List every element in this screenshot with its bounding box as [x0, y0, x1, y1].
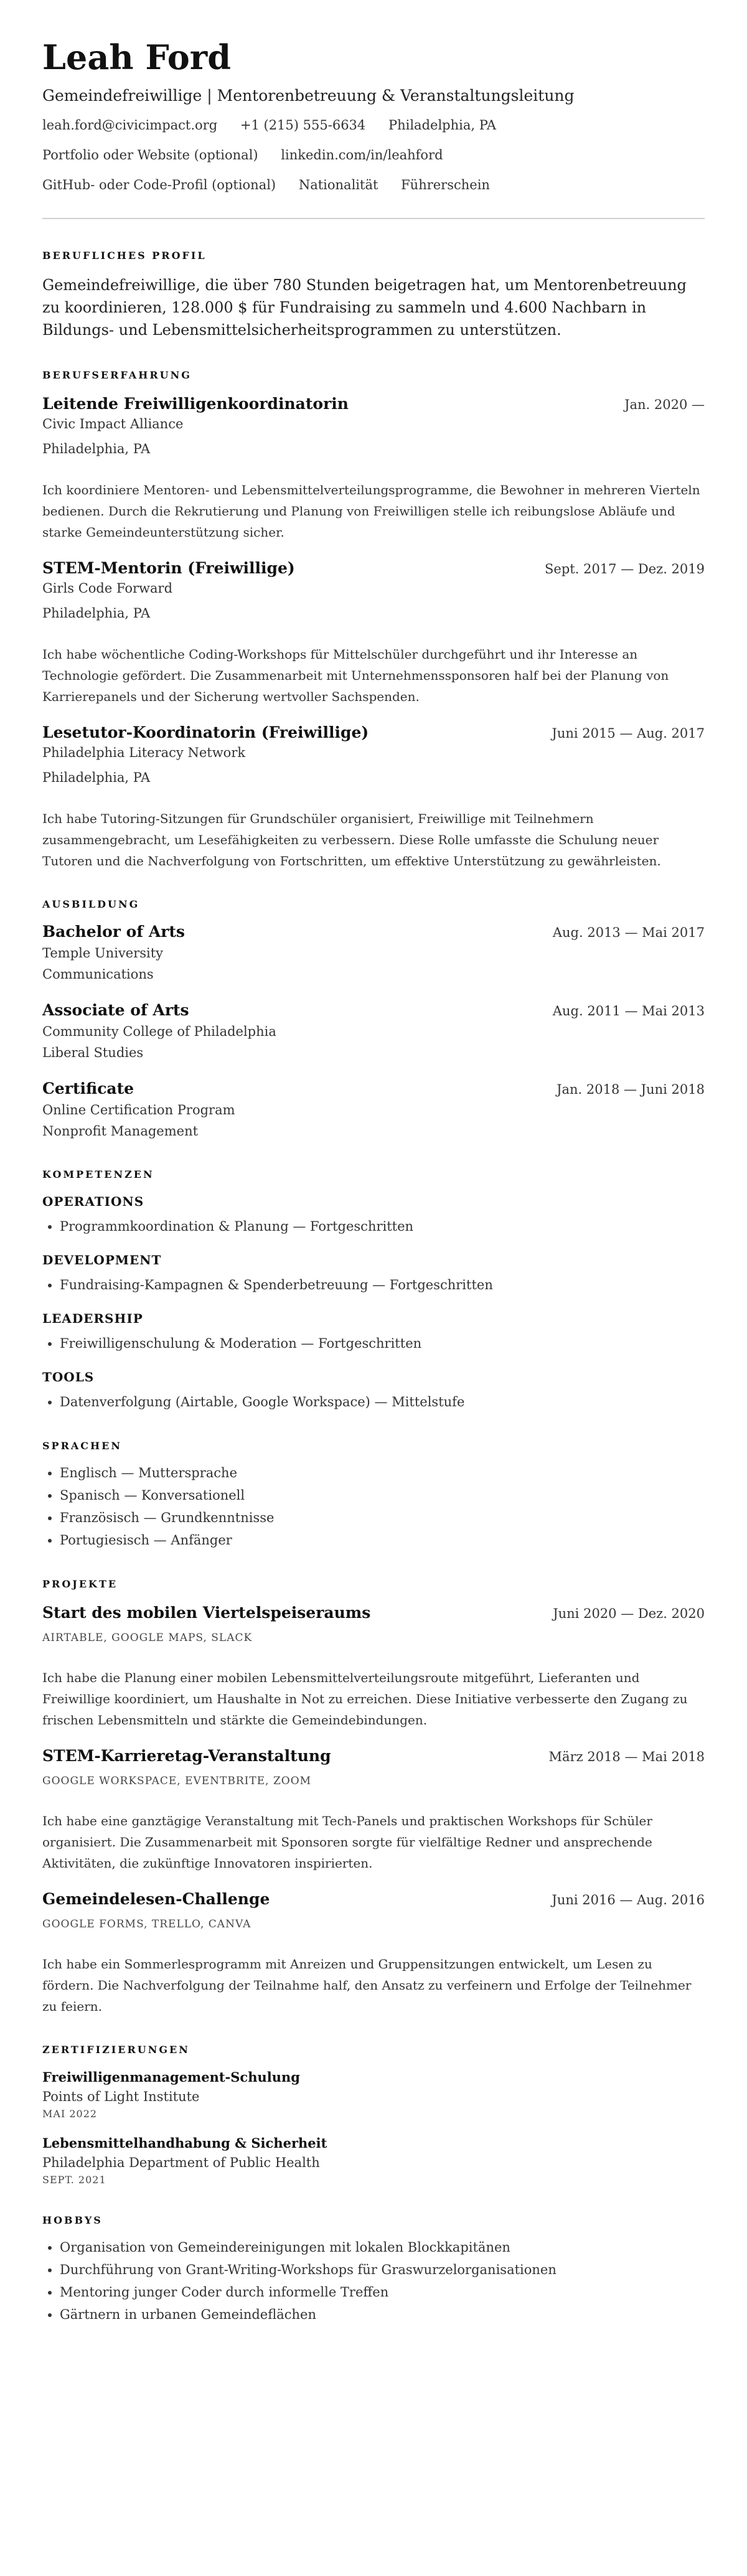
experience-description: Ich koordiniere Mentoren- und Lebensmittelverteilungsprogramme, die Bewohner in mehreren Vierteln bedienen. Durch die Rekrutierung und Planung von Freiwilligen stelle ich reibungslose Abläufe und starke Gemeindeunterstützung sicher.	[42, 482, 700, 540]
project-name: Gemeindelesen-Challenge	[42, 1890, 270, 1908]
certification-issuer: Points of Light Institute	[42, 2089, 200, 2104]
contact-location: Philadelphia, PA	[388, 118, 497, 133]
project-tools: GOOGLE WORKSPACE, EVENTBRITE, ZOOM	[42, 1775, 312, 1787]
education-entry	[42, 1000, 705, 1063]
candidate-name: Leah Ford	[42, 37, 231, 77]
project-description: Ich habe ein Sommerlesprogramm mit Anreizen und Gruppensitzungen entwickelt, um Lesen zu fördern. Die Nachverfolgung der Teilnahme half, den Ansatz zu verfeinern und Erfolge der Teilnehmer zu feiern.	[42, 1957, 692, 2014]
hobby-item: • Durchführung von Grant-Writing-Workshops für Graswurzelorganisationen	[60, 2259, 705, 2281]
certification-entry	[42, 2134, 705, 2188]
skill-category: LEADERSHIP	[42, 1311, 143, 1326]
skill-list	[42, 1332, 705, 1355]
experience-org: Philadelphia Literacy Network	[42, 745, 246, 760]
certification-entry	[42, 2068, 705, 2122]
project-name: Start des mobilen Viertelspeiseraums	[42, 1604, 371, 1622]
education-degree: Associate of Arts	[42, 1001, 189, 1019]
education-degree: Certificate	[42, 1079, 134, 1098]
certification-date: SEPT. 2021	[42, 2174, 106, 2186]
skill-category: TOOLS	[42, 1370, 95, 1384]
language-item: • Portugiesisch — Anfänger	[60, 1529, 705, 1551]
education-field: Nonprofit Management	[42, 1124, 199, 1139]
project-dates: März 2018 — Mai 2018	[548, 1749, 705, 1764]
certification-name: Freiwilligenmanagement-Schulung	[42, 2069, 300, 2085]
project-dates: Juni 2016 — Aug. 2016	[552, 1892, 705, 1907]
contact-phone[interactable]: +1 (215) 555-6634	[240, 118, 366, 133]
project-tools: AIRTABLE, GOOGLE MAPS, SLACK	[42, 1632, 253, 1644]
education-school: Temple University	[42, 946, 164, 961]
experience-org: Civic Impact Alliance	[42, 416, 184, 431]
project-dates: Juni 2020 — Dez. 2020	[553, 1606, 705, 1621]
education-school: Online Certification Program	[42, 1102, 235, 1117]
experience-role: Leitende Freiwilligenkoordinatorin	[42, 395, 349, 413]
contact-nationality: Nationalität	[298, 177, 378, 192]
skills-heading: KOMPETENZEN	[42, 1168, 154, 1180]
skill-category: DEVELOPMENT	[42, 1253, 162, 1267]
education-dates: Aug. 2011 — Mai 2013	[552, 1004, 705, 1018]
contact-email[interactable]: leah.ford@civicimpact.org	[42, 118, 218, 133]
education-degree: Bachelor of Arts	[42, 923, 186, 941]
experience-location: Philadelphia, PA	[42, 606, 151, 621]
header-divider	[42, 218, 705, 219]
headline: Gemeindefreiwillige | Mentorenbetreuung & Veranstaltungsleitung	[42, 87, 575, 105]
contact-line-1	[42, 116, 705, 134]
project-name: STEM-Karrieretag-Veranstaltung	[42, 1747, 331, 1765]
experience-org: Girls Code Forward	[42, 581, 173, 596]
education-dates: Aug. 2013 — Mai 2017	[552, 925, 705, 940]
experience-heading: BERUFSERFAHRUNG	[42, 369, 192, 381]
education-school: Community College of Philadelphia	[42, 1024, 276, 1039]
education-dates: Jan. 2018 — Juni 2018	[557, 1082, 705, 1097]
education-entry	[42, 921, 705, 985]
certification-issuer: Philadelphia Department of Public Health	[42, 2155, 320, 2170]
projects-heading: PROJEKTE	[42, 1578, 118, 1590]
contact-portfolio[interactable]: Portfolio oder Website (optional)	[42, 148, 258, 162]
education-field: Communications	[42, 967, 154, 982]
hobby-item: • Mentoring junger Coder durch informelle Treffen	[60, 2281, 705, 2303]
hobbies-heading: HOBBYS	[42, 2214, 103, 2226]
skill-list	[42, 1274, 705, 1296]
project-description: Ich habe die Planung einer mobilen Lebensmittelverteilungsroute mitgeführt, Lieferanten und Freiwillige koordiniert, um Haushalte in Not zu erreichen. Diese Initiative verbesserte den Zugang zu frischen Lebensmitteln und stärkte die Gemeindebindungen.	[42, 1670, 688, 1728]
project-entry	[42, 1746, 705, 1874]
experience-location: Philadelphia, PA	[42, 441, 151, 456]
skill-list	[42, 1391, 705, 1413]
education-field: Liberal Studies	[42, 1045, 144, 1060]
skill-item: • Datenverfolgung (Airtable, Google Workspace) — Mittelstufe	[60, 1391, 705, 1413]
certifications-heading: ZERTIFIZIERUNGEN	[42, 2044, 190, 2056]
contact-license: Führerschein	[401, 177, 490, 192]
hobby-item: • Organisation von Gemeindereinigungen mit lokalen Blockkapitänen	[60, 2236, 705, 2259]
language-item: • Französisch — Grundkenntnisse	[60, 1507, 705, 1529]
language-item: • Spanisch — Konversationell	[60, 1484, 705, 1507]
education-entry	[42, 1078, 705, 1142]
skill-item: • Fundraising-Kampagnen & Spenderbetreuung — Fortgeschritten	[60, 1274, 705, 1296]
project-description: Ich habe eine ganztägige Veranstaltung mit Tech-Panels und praktischen Workshops für Schüler organisiert. Die Zusammenarbeit mit Sponsoren sorgte für vielfältige Redner und ansprechende Aktivitäten, die zukünftige Innovatoren inspirierten.	[42, 1813, 652, 1871]
profile-text: Gemeindefreiwillige, die über 780 Stunden beigetragen hat, um Mentorenbetreuung zu koordinieren, 128.000 $ für Fundraising zu sammeln und 4.600 Nachbarn in Bildungs- und Lebensmittelsicherheitsprogrammen zu unterstützen.	[42, 276, 687, 339]
profile-heading: BERUFLICHES PROFIL	[42, 250, 207, 261]
experience-description: Ich habe Tutoring-Sitzungen für Grundschüler organisiert, Freiwillige mit Teilnehmern zusammengebracht, um Lesefähigkeiten zu verbessern. Diese Rolle umfasste die Schulung neuer Tutoren und die Nachverfolgung von Fortschritten, um effektive Unterstützung zu gewährleisten.	[42, 811, 661, 868]
skill-list	[42, 1215, 705, 1238]
hobby-item: • Gärtnern in urbanen Gemeindeflächen	[60, 2303, 705, 2326]
hobby-list	[42, 2236, 705, 2326]
experience-dates: Sept. 2017 — Dez. 2019	[545, 562, 705, 576]
project-entry	[42, 1602, 705, 1731]
experience-entry	[42, 722, 705, 872]
experience-location: Philadelphia, PA	[42, 770, 151, 785]
experience-dates: Jan. 2020 —	[624, 397, 705, 412]
contact-line-3	[42, 176, 705, 194]
contact-linkedin[interactable]: linkedin.com/in/leahford	[281, 148, 443, 162]
skill-item: • Programmkoordination & Planung — Fortgeschritten	[60, 1215, 705, 1238]
language-list	[42, 1462, 705, 1551]
certification-name: Lebensmittelhandhabung & Sicherheit	[42, 2135, 327, 2151]
project-tools: GOOGLE FORMS, TRELLO, CANVA	[42, 1918, 251, 1930]
experience-entry	[42, 558, 705, 707]
skill-item: • Freiwilligenschulung & Moderation — Fortgeschritten	[60, 1332, 705, 1355]
language-item: • Englisch — Muttersprache	[60, 1462, 705, 1484]
certification-date: MAI 2022	[42, 2108, 98, 2120]
contact-line-2	[42, 146, 705, 164]
education-heading: AUSBILDUNG	[42, 898, 140, 910]
contact-github[interactable]: GitHub- oder Code-Profil (optional)	[42, 177, 276, 192]
experience-entry	[42, 393, 705, 543]
experience-role: STEM-Mentorin (Freiwillige)	[42, 559, 295, 577]
project-entry	[42, 1889, 705, 2017]
skill-category: OPERATIONS	[42, 1194, 144, 1209]
languages-heading: SPRACHEN	[42, 1440, 122, 1452]
experience-description: Ich habe wöchentliche Coding-Workshops für Mittelschüler durchgeführt und ihr Interesse an Technologie gefördert. Die Zusammenarbeit mit Unternehmenssponsoren half bei der Planung von Karrierepanels und der Sicherung wertvoller Sachspenden.	[42, 647, 669, 704]
experience-dates: Juni 2015 — Aug. 2017	[552, 726, 705, 741]
experience-role: Lesetutor-Koordinatorin (Freiwillige)	[42, 723, 369, 741]
